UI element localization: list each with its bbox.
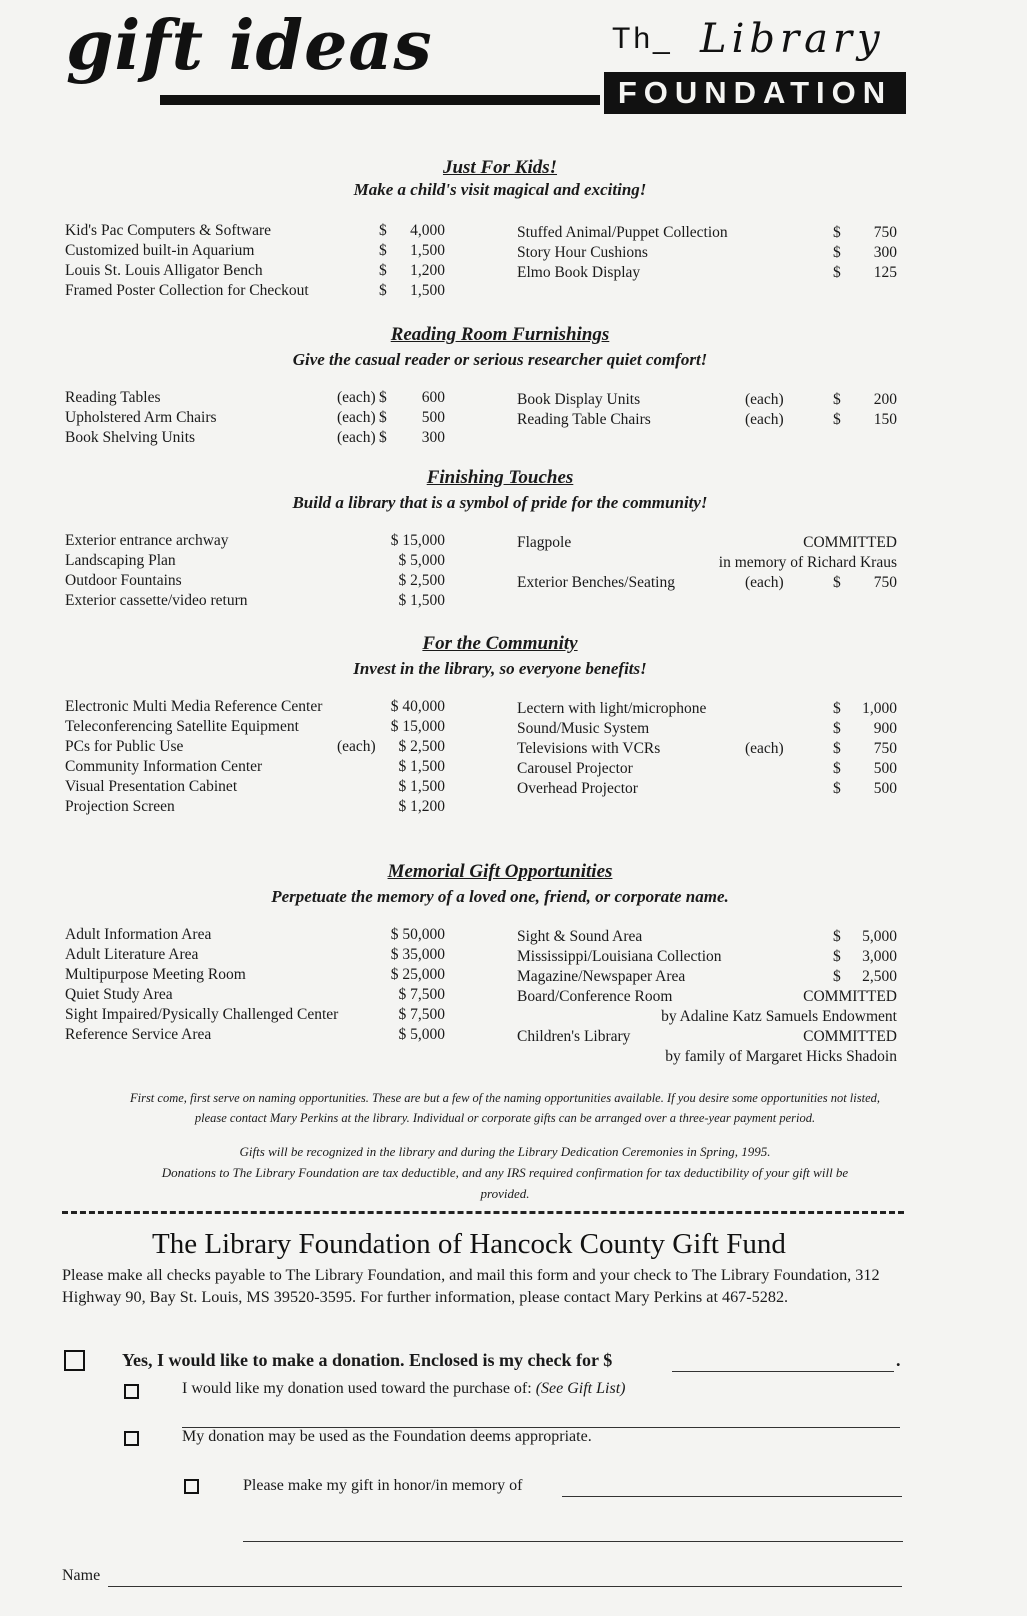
section-title-reading: Reading Room Furnishings (390, 324, 610, 345)
list-item: Exterior Benches/Seating (each) $ 750 (517, 574, 897, 591)
honor-memory-field[interactable] (562, 1496, 902, 1497)
list-item: Reading Table Chairs (each) $ 150 (517, 411, 897, 428)
recognition-note-line-1: Gifts will be recognized in the library and during the Library Dedication Ceremonies in Spring, 1995. (239, 1144, 771, 1159)
gift-ideas-title: gift ideas (66, 6, 433, 86)
list-item: Elmo Book Display $ 125 (517, 264, 897, 281)
gift-fund-title: The Library Foundation of Hancock County Gift Fund (152, 1228, 786, 1260)
committed-status: COMMITTED (803, 988, 897, 1005)
gift-list-option: I would like my donation used toward the purchase of: (See Gift List) (182, 1380, 626, 1397)
gift-list-checkbox[interactable] (124, 1384, 139, 1399)
foundation-discretion-checkbox[interactable] (124, 1431, 139, 1446)
donation-statement: Yes, I would like to make a donation. Enclosed is my check for $ (122, 1350, 613, 1370)
honor-memory-field-2[interactable] (243, 1541, 903, 1542)
recognition-note-line-3: provided. (480, 1186, 530, 1201)
section-title-community: For the Community (422, 633, 578, 654)
list-item: Sight Impaired/Pysically Challenged Center $ 7,500 (65, 1006, 445, 1023)
list-item: Overhead Projector $ 500 (517, 780, 897, 797)
list-item: Reference Service Area $ 5,000 (65, 1026, 445, 1043)
list-item: Stuffed Animal/Puppet Collection $ 750 (517, 224, 897, 241)
list-item: Book Shelving Units (each) $ 300 (65, 429, 445, 446)
logo-library: Library (700, 16, 885, 62)
list-item: Electronic Multi Media Reference Center $ 40,000 (65, 698, 445, 715)
honor-memory-option: Please make my gift in honor/in memory of (243, 1477, 523, 1494)
recognition-note-line-2: Donations to The Library Foundation are tax deductible, and any IRS required confirmation for tax deductibility of your gift will be (161, 1165, 849, 1180)
list-item: Lectern with light/microphone $ 1,000 (517, 700, 897, 717)
section-title-finishing: Finishing Touches (426, 467, 574, 488)
list-item: Customized built-in Aquarium $ 1,500 (65, 242, 445, 259)
list-item: Adult Information Area $ 50,000 (65, 926, 445, 943)
list-item: Sound/Music System $ 900 (517, 720, 897, 737)
check-amount-field[interactable] (672, 1371, 894, 1372)
list-item: Adult Literature Area $ 35,000 (65, 946, 445, 963)
list-item: Multipurpose Meeting Room $ 25,000 (65, 966, 445, 983)
list-item: Framed Poster Collection for Checkout $ 1,500 (65, 282, 445, 299)
section-subtitle-kids: Make a child's visit magical and exciting! (353, 180, 647, 199)
logo-foundation-box (604, 72, 906, 114)
section-subtitle-finishing: Build a library that is a symbol of pride for the community! (292, 493, 708, 512)
naming-note-line-2: please contact Mary Perkins at the library. Individual or corporate gifts can be arranged over a three-year payment period. (194, 1111, 816, 1125)
name-field[interactable] (108, 1586, 902, 1587)
foundation-discretion-option: My donation may be used as the Foundation deems appropriate. (182, 1428, 592, 1445)
list-item: Carousel Projector $ 500 (517, 760, 897, 777)
list-item: Story Hour Cushions $ 300 (517, 244, 897, 261)
list-item: Outdoor Fountains $ 2,500 (65, 572, 445, 589)
list-item: Exterior entrance archway $ 15,000 (65, 532, 445, 549)
honor-memory-checkbox[interactable] (184, 1479, 199, 1494)
logo-foundation-text: FOUNDATION (617, 75, 893, 110)
list-item: Visual Presentation Cabinet $ 1,500 (65, 778, 445, 795)
list-item: Exterior cassette/video return $ 1,500 (65, 592, 445, 609)
list-item: Landscaping Plan $ 5,000 (65, 552, 445, 569)
list-item: by family of Margaret Hicks Shadoin (665, 1048, 897, 1065)
list-item: Quiet Study Area $ 7,500 (65, 986, 445, 1003)
list-item: Kid's Pac Computers & Software $ 4,000 (65, 222, 445, 239)
list-item: Book Display Units (each) $ 200 (517, 391, 897, 408)
committed-status: COMMITTED (803, 1028, 897, 1045)
section-subtitle-community: Invest in the library, so everyone benefits! (353, 659, 647, 678)
list-item: Louis St. Louis Alligator Bench $ 1,200 (65, 262, 445, 279)
list-item: Televisions with VCRs (each) $ 750 (517, 740, 897, 757)
cut-line (62, 1211, 904, 1214)
list-item: Children's Library COMMITTED (517, 1028, 897, 1045)
list-item: Flagpole COMMITTED (517, 534, 897, 551)
name-label: Name (62, 1567, 101, 1584)
list-item: Reading Tables (each) $ 600 (65, 389, 445, 406)
list-item: Teleconferencing Satellite Equipment $ 15,000 (65, 718, 445, 735)
naming-note-line-1: First come, first serve on naming opportunities. These are but a few of the naming opportunities available. If you desire some opportunities not listed, (129, 1091, 881, 1105)
list-item: by Adaline Katz Samuels Endowment (661, 1008, 897, 1025)
donation-period: . (896, 1350, 901, 1370)
section-title-kids: Just For Kids! (442, 157, 558, 178)
logo-the: Th_ (612, 22, 673, 55)
list-item: in memory of Richard Kraus (718, 554, 897, 571)
section-subtitle-memorial: Perpetuate the memory of a loved one, friend, or corporate name. (271, 887, 729, 906)
list-item: Magazine/Newspaper Area $ 2,500 (517, 968, 897, 985)
section-subtitle-reading: Give the casual reader or serious researcher quiet comfort! (292, 350, 708, 369)
list-item: Projection Screen $ 1,200 (65, 798, 445, 815)
gift-fund-instructions: Please make all checks payable to The Library Foundation, and mail this form and your check to The Library Foundation, 312 Highway 90, Bay St. Louis, MS 39520-3595. For further information, please contact Mary Perkins at 467-5282. (62, 1266, 880, 1306)
list-item: PCs for Public Use (each) $ 2,500 (65, 738, 445, 755)
list-item: Community Information Center $ 1,500 (65, 758, 445, 775)
list-item: Upholstered Arm Chairs (each) $ 500 (65, 409, 445, 426)
section-title-memorial: Memorial Gift Opportunities (387, 861, 613, 882)
header-rule (160, 95, 600, 105)
list-item: Mississippi/Louisiana Collection $ 3,000 (517, 948, 897, 965)
list-item: Board/Conference Room COMMITTED (517, 988, 897, 1005)
donation-checkbox[interactable] (64, 1350, 85, 1371)
committed-status: COMMITTED (803, 534, 897, 551)
list-item: Sight & Sound Area $ 5,000 (517, 928, 897, 945)
